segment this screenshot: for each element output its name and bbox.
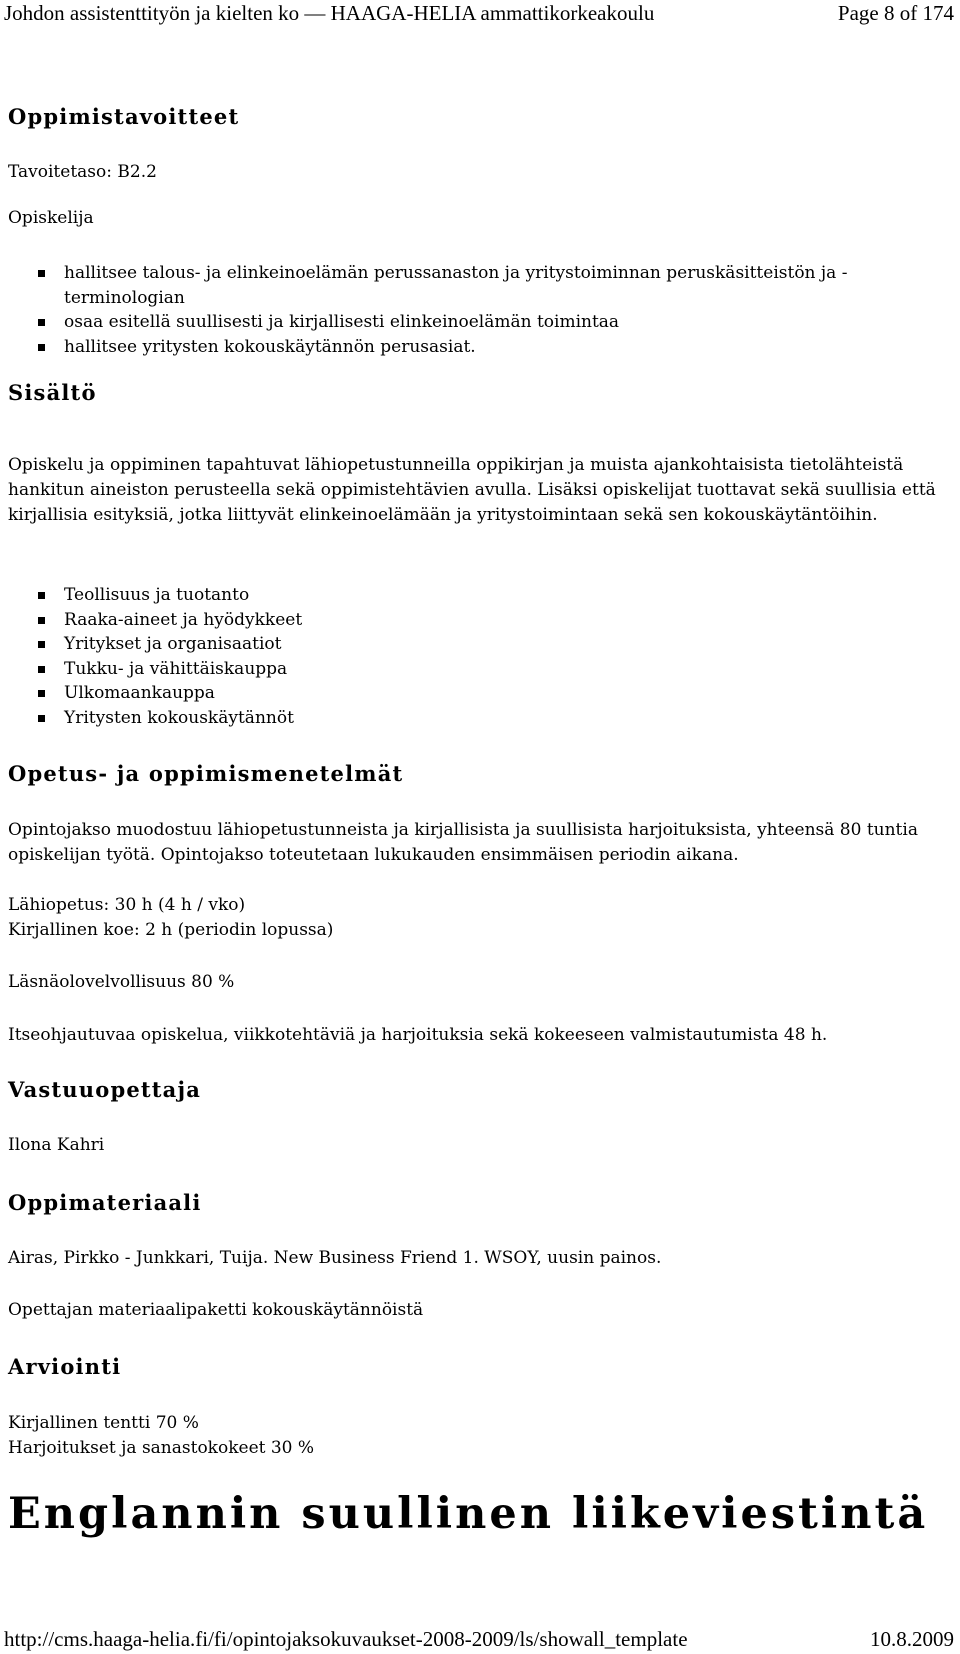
- exam-hours: Kirjallinen koe: 2 h (periodin lopussa): [8, 920, 334, 940]
- methods-paragraph: Opintojakso muodostuu lähiopetustunneista ja kirjallisista ja suullisista harjoituksista, yhteensä 80 tuntia opiskelijan työtä. Opintojakso toteutetaan lukukauden ensimmäisen periodin aikana.: [8, 820, 918, 865]
- teacher-name: Ilona Kahri: [8, 1135, 105, 1155]
- heading-arviointi: Arviointi: [8, 1354, 122, 1379]
- material-package: Opettajan materiaalipaketti kokouskäytännöistä: [8, 1300, 424, 1320]
- print-date: 10.8.2009: [870, 1627, 954, 1651]
- objectives-list: [8, 261, 948, 359]
- heading-vastuuopettaja: Vastuuopettaja: [8, 1077, 202, 1102]
- course-book: Airas, Pirkko - Junkkari, Tuija. New Business Friend 1. WSOY, uusin painos.: [8, 1248, 662, 1268]
- content-paragraph: Opiskelu ja oppiminen tapahtuvat lähiopetustunneilla oppikirjan ja muista ajankohtaisista tietolähteistä hankitun aineiston perusteella sekä oppimistehtävien avulla. Lisäksi opiskelijat tuottavat sekä suullisia että kirjallisia esityksiä, jotka liittyvät elinkeinoelämään ja yritystoimintaan sekä sen kokouskäytäntöihin.: [8, 455, 936, 525]
- header-title: Johdon assistenttityön ja kielten ko — HAAGA-HELIA ammattikorkeakoulu: [4, 1, 655, 25]
- self-study: Itseohjautuvaa opiskelua, viikkotehtäviä ja harjoituksia sekä kokeeseen valmistautumista 48 h.: [8, 1025, 828, 1045]
- learner-intro: Opiskelija: [8, 208, 94, 228]
- heading-sisalto: Sisältö: [8, 380, 97, 405]
- list-item: osaa esitellä suullisesti ja kirjallisesti elinkeinoelämän toimintaa: [8, 310, 948, 335]
- print-header: [0, 0, 960, 26]
- list-item: Ulkomaankauppa: [8, 681, 948, 706]
- source-url: http://cms.haaga-helia.fi/fi/opintojaksokuvaukset-2008-2009/ls/showall_template: [4, 1627, 688, 1651]
- next-course-title: Englannin suullinen liikeviestintä: [8, 1489, 929, 1539]
- exam-weight: Kirjallinen tentti 70 %: [8, 1413, 199, 1433]
- exercise-weight: Harjoitukset ja sanastokokeet 30 %: [8, 1438, 315, 1458]
- heading-oppimateriaali: Oppimateriaali: [8, 1190, 202, 1215]
- topics-list: [8, 583, 948, 730]
- heading-opetus: Opetus- ja oppimismenetelmät: [8, 761, 404, 786]
- print-footer: [0, 1626, 960, 1652]
- heading-oppimistavoitteet: Oppimistavoitteet: [8, 104, 240, 129]
- page-number: Page 8 of 174: [837, 1, 954, 25]
- list-item: Yritykset ja organisaatiot: [8, 632, 948, 657]
- list-item: Yritysten kokouskäytännöt: [8, 706, 948, 731]
- attendance-requirement: Läsnäolovelvollisuus 80 %: [8, 972, 235, 992]
- list-item: hallitsee yritysten kokouskäytännön perusasiat.: [8, 335, 948, 360]
- target-level: Tavoitetaso: B2.2: [8, 162, 157, 182]
- list-item: hallitsee talous- ja elinkeinoelämän perussanaston ja yritystoiminnan peruskäsitteistön ja -terminologian: [8, 261, 948, 310]
- contact-hours: Lähiopetus: 30 h (4 h / vko): [8, 895, 246, 915]
- list-item: Tukku- ja vähittäiskauppa: [8, 657, 948, 682]
- list-item: Raaka-aineet ja hyödykkeet: [8, 608, 948, 633]
- list-item: Teollisuus ja tuotanto: [8, 583, 948, 608]
